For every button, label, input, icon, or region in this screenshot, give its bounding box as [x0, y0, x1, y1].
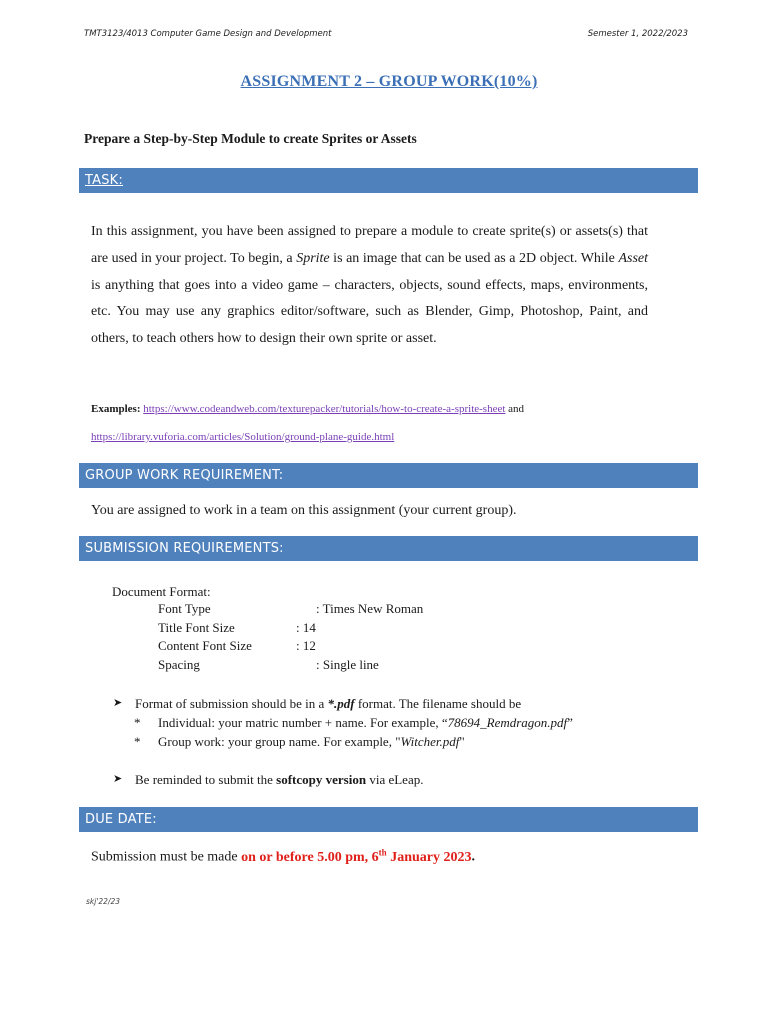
format-value-font-type: : Times New Roman	[316, 601, 424, 616]
examples: Examples: https://www.codeandweb.com/texturepacker/tutorials/how-to-create-a-sprite-sheet and https://library.vuforia.com/articles/Solution/ground-plane-guide.html	[91, 403, 525, 443]
asterisk-bullet-icon: *	[134, 734, 141, 749]
format-label-font-type: Font Type	[158, 601, 211, 616]
asterisk-bullet-icon: *	[134, 715, 141, 730]
group-section-bar	[79, 463, 698, 488]
examples-label: Examples:	[91, 403, 141, 415]
document-format-label: Document Format:	[112, 584, 211, 599]
sprite-term: Sprite	[296, 250, 330, 266]
task-section-bar	[79, 168, 698, 193]
asset-term: Asset	[618, 250, 649, 266]
task-heading: TASK:	[85, 173, 123, 188]
submission-section-bar	[79, 536, 698, 561]
due-text: Submission must be made on or before 5.00 pm, 6th January 2023.	[91, 847, 475, 865]
group-text: You are assigned to work in a team on this assignment (your current group).	[91, 503, 517, 518]
example-link-1[interactable]: https://www.codeandweb.com/texturepacker/tutorials/how-to-create-a-sprite-sheet	[143, 403, 506, 415]
semester-header: Semester 1, 2022/2023	[587, 29, 688, 39]
page-title: ASSIGNMENT 2 – GROUP WORK(10%)	[240, 73, 538, 90]
format-label-content-size: Content Font Size	[158, 638, 252, 653]
format-value-content-size: : 12	[296, 638, 316, 653]
arrow-bullet-icon: ➤	[113, 773, 123, 785]
format-label-title-size: Title Font Size	[158, 620, 235, 635]
due-heading: DUE DATE:	[85, 812, 157, 827]
format-value-spacing: : Single line	[316, 657, 379, 672]
due-section-bar	[79, 807, 698, 832]
subtitle: Prepare a Step-by-Step Module to create Sprites or Assets	[84, 131, 417, 146]
submission-heading: SUBMISSION REQUIREMENTS:	[85, 541, 284, 556]
group-heading: GROUP WORK REQUIREMENT:	[85, 468, 284, 483]
due-date: on or before 5.00 pm, 6th January 2023	[241, 847, 472, 865]
footer-note: skj'22/23	[86, 897, 121, 906]
task-paragraph: In this assignment, you have been assigned to prepare a module to create sprite(s) or assets(s) that are used in your project. To begin, a Sprite is an image that can be used as a 2D object. While Asset is anything that goes into a video game – characters, objects, sound effects, maps, environments, etc. You may use any graphics editor/software, such as Blender, Gimp, Photoshop, Paint, and others, to teach others how to design their own sprite or asset.	[91, 224, 649, 347]
format-label-spacing: Spacing	[158, 657, 200, 672]
course-header: TMT3123/4013 Computer Game Design and Development	[84, 29, 332, 39]
format-value-title-size: : 14	[296, 620, 316, 635]
example-link-2[interactable]: https://library.vuforia.com/articles/Solution/ground-plane-guide.html	[91, 431, 395, 443]
arrow-bullet-icon: ➤	[113, 697, 123, 709]
